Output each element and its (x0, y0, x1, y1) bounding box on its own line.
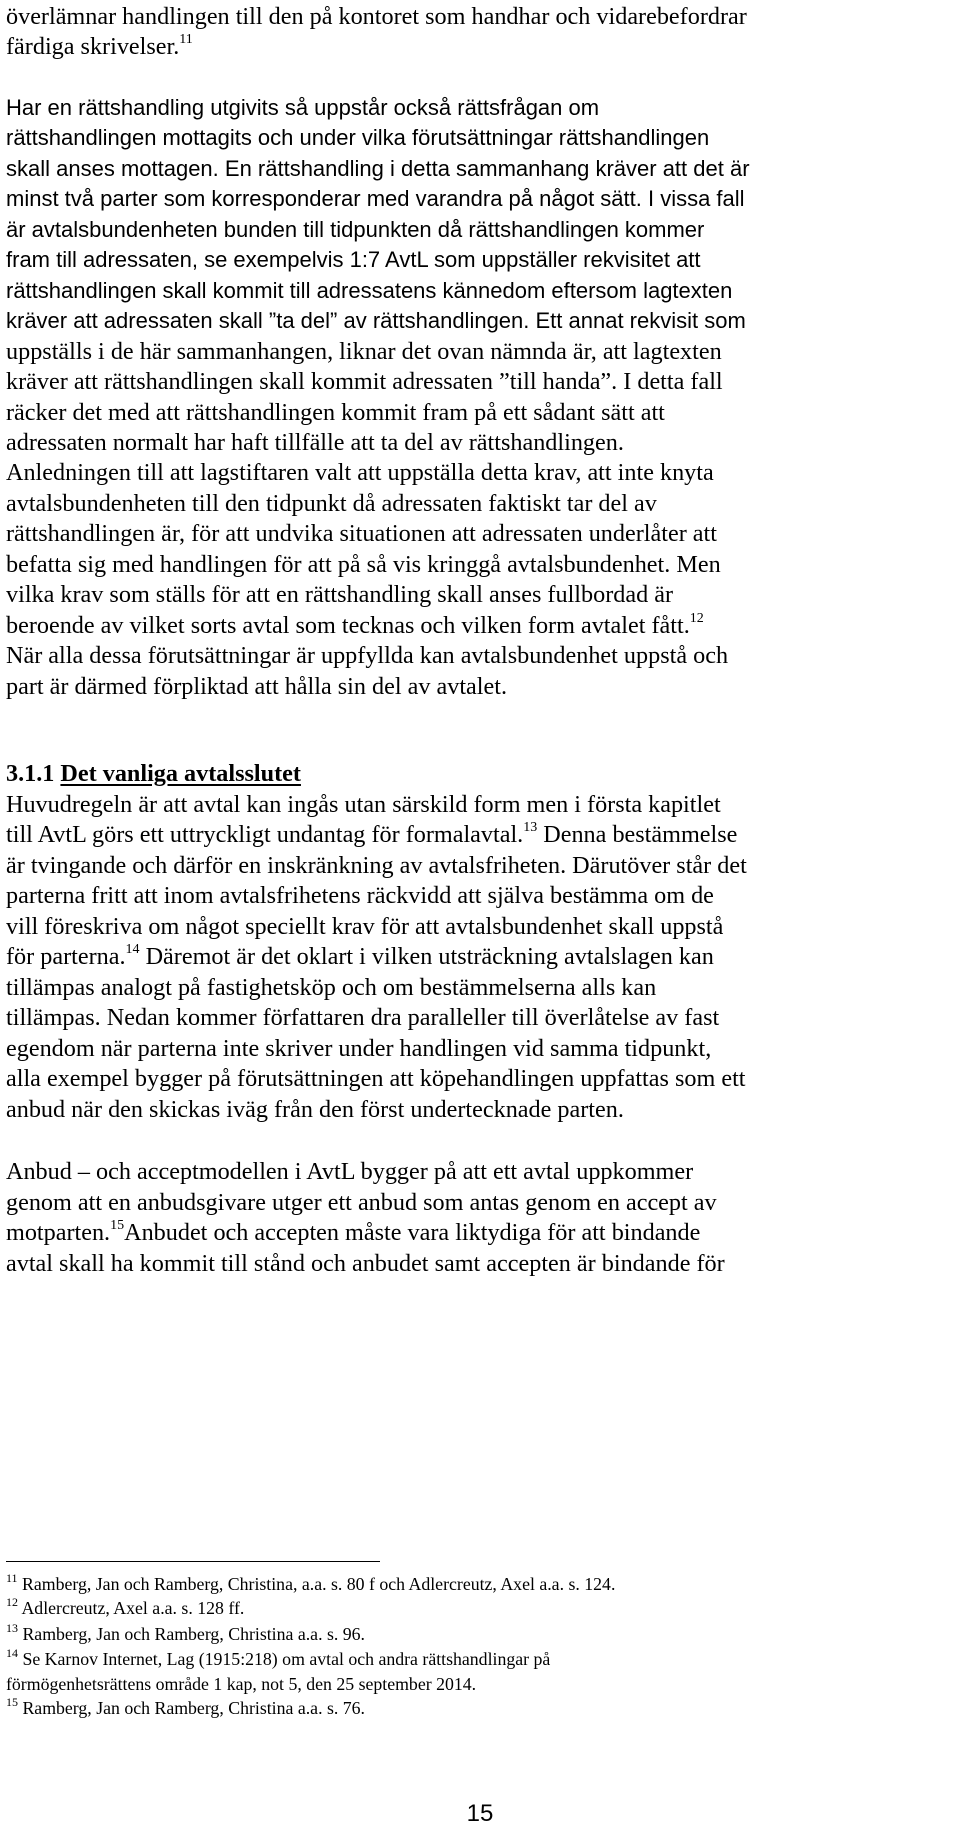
text-run: rättshandlingen är, för att undvika situationen att adressaten underlåter att (6, 520, 717, 547)
text-line (6, 398, 665, 428)
text-line (6, 820, 737, 850)
text-line (6, 428, 624, 458)
text-run: egendom när parterna inte skriver under handlingen vid samma tidpunkt, (6, 1035, 712, 1062)
text-run: vill föreskriva om något speciellt krav för att avtalsbundenhet skall uppstå (6, 913, 724, 940)
text-line (6, 672, 507, 702)
footnote (6, 1573, 615, 1595)
footnote (6, 1697, 365, 1719)
text-run: till AvtL görs ett uttryckligt undantag för formalavtal. (6, 821, 524, 848)
text-run: skall anses mottagen. En rättshandling i detta sammanhang kräver att det är (6, 156, 750, 181)
footnote-reference: 12 (689, 610, 704, 626)
text-run: kräver att adressaten skall ”ta del” av rättshandlingen. Ett annat rekvisit som (6, 308, 746, 333)
text-run: part är därmed förpliktad att hålla sin del av avtalet. (6, 673, 508, 700)
text-run: Denna bestämmelse (537, 821, 738, 848)
text-line (6, 580, 673, 610)
text-line (6, 973, 656, 1003)
text-run: överlämnar handlingen till den på kontoret som handhar och vidarebefordrar (6, 3, 747, 30)
text-run: Däremot är det oklart i vilken utsträckning avtalslagen kan (139, 943, 714, 970)
text-run: Anbudet och accepten måste vara liktydiga för att bindande (124, 1219, 701, 1246)
text-run: kräver att rättshandlingen skall kommit adressaten ”till handa”. I detta fall (6, 368, 723, 395)
footnote-reference: 14 (6, 1646, 18, 1661)
text-run: Ramberg, Jan och Ramberg, Christina, a.a. s. 80 f och Adlercreutz, Axel a.a. s. 124. (17, 1574, 616, 1594)
text-line (6, 641, 728, 671)
text-run: räcker det med att rättshandlingen kommit fram på ett sådant sätt att (6, 399, 665, 426)
footnote-reference: 15 (6, 1695, 18, 1710)
text-run: Se Karnov Internet, Lag (1915:218) om avtal och andra rättshandlingar på (18, 1649, 551, 1669)
text-line (6, 912, 723, 942)
text-run: beroende av vilket sorts avtal som tecknas och vilken form avtalet fått. (6, 612, 690, 639)
text-run: förmögenhetsrättens område 1 kap, not 5, den 25 september 2014. (6, 1674, 477, 1694)
text-line (6, 881, 714, 911)
footnote (6, 1648, 550, 1670)
footnote-reference: 13 (523, 819, 538, 835)
text-run: färdiga skrivelser. (6, 33, 180, 60)
text-run: rättshandlingen skall kommit till adressatens kännedom eftersom lagtexten (6, 278, 733, 303)
text-run: 3.1.1 (6, 760, 61, 787)
text-run: Ramberg, Jan och Ramberg, Christina a.a. s. 96. (18, 1624, 366, 1644)
text-line (6, 1003, 719, 1033)
footnote-reference: 15 (110, 1217, 125, 1233)
text-line (6, 1034, 711, 1064)
text-run: parterna fritt att inom avtalsfrihetens räckvidd att själva bestämma om de (6, 882, 714, 909)
section-heading-title: Det vanliga avtalsslutet (60, 760, 301, 787)
text-line (6, 519, 717, 549)
text-line (6, 1188, 717, 1218)
text-run: vilka krav som ställs för att en rättshandling skall anses fullbordad är (6, 581, 674, 608)
text-line (6, 123, 709, 153)
text-run: uppställs i de här sammanhangen, liknar det ovan nämnda är, att lagtexten (6, 338, 722, 365)
text-line (6, 1064, 746, 1094)
text-run: avtalsbundenheten till den tidpunkt då adressaten faktiskt tar del av (6, 490, 657, 517)
text-line (6, 32, 193, 62)
footnote-reference: 13 (6, 1621, 18, 1636)
footnote-separator (6, 1561, 380, 1562)
text-line (6, 93, 599, 123)
text-run: fram till adressaten, se exempelvis 1:7 AvtL som uppställer rekvisitet att (6, 247, 701, 272)
text-line (6, 1095, 624, 1125)
text-run: alla exempel bygger på förutsättningen att köpehandlingen uppfattas som ett (6, 1065, 746, 1092)
footnote-reference: 11 (6, 1571, 18, 1586)
text-run: Har en rättshandling utgivits så uppstår också rättsfrågan om (6, 95, 600, 120)
text-line (6, 306, 746, 336)
text-line (6, 337, 722, 367)
text-line (6, 154, 750, 184)
text-line (6, 611, 704, 641)
footnote-reference: 12 (6, 1595, 18, 1610)
footnote-reference: 11 (179, 31, 193, 47)
text-line (6, 276, 732, 306)
footnote-reference: 14 (125, 941, 140, 957)
text-line (6, 1249, 725, 1279)
text-run: Anbud – och acceptmodellen i AvtL bygger på att ett avtal uppkommer (6, 1158, 694, 1185)
text-run: är tvingande och därför en inskränkning av avtalsfriheten. Därutöver står det (6, 852, 747, 879)
page-number: 15 (466, 1800, 494, 1827)
text-run: befatta sig med handlingen för att på så vis kringgå avtalsbundenhet. Men (6, 551, 721, 578)
footnote (6, 1673, 476, 1695)
text-run: motparten. (6, 1219, 111, 1246)
text-run: avtal skall ha kommit till stånd och anbudet samt accepten är bindande för (6, 1250, 725, 1277)
text-run: När alla dessa förutsättningar är uppfyllda kan avtalsbundenhet uppstå och (6, 642, 729, 669)
text-line (6, 2, 747, 32)
text-run: Adlercreutz, Axel a.a. s. 128 ff. (18, 1598, 245, 1618)
text-line (6, 215, 704, 245)
text-line (6, 184, 745, 214)
text-run: tillämpas. Nedan kommer författaren dra paralleller till överlåtelse av fast (6, 1004, 720, 1031)
text-run: anbud när den skickas iväg från den först undertecknade parten. (6, 1096, 624, 1123)
text-run: adressaten normalt har haft tillfälle att ta del av rättshandlingen. (6, 429, 624, 456)
text-line (6, 458, 714, 488)
text-run: genom att en anbudsgivare utger ett anbud som antas genom en accept av (6, 1189, 717, 1216)
text-run: minst två parter som korresponderar med varandra på något sätt. I vissa fall (6, 186, 745, 211)
text-line (6, 245, 701, 275)
text-line (6, 367, 723, 397)
text-run: för parterna. (6, 943, 126, 970)
text-line (6, 489, 657, 519)
text-line (6, 942, 714, 972)
text-line (6, 851, 747, 881)
text-line (6, 1218, 700, 1248)
text-line (6, 790, 721, 820)
section-heading (6, 759, 301, 789)
text-run: Ramberg, Jan och Ramberg, Christina a.a. s. 76. (18, 1698, 366, 1718)
text-run: är avtalsbundenheten bunden till tidpunkten då rättshandlingen kommer (6, 217, 705, 242)
footnote (6, 1597, 244, 1619)
text-line (6, 550, 721, 580)
text-run: Huvudregeln är att avtal kan ingås utan särskild form men i första kapitlet (6, 791, 721, 818)
text-line (6, 1157, 693, 1187)
text-run: tillämpas analogt på fastighetsköp och om bestämmelserna alls kan (6, 974, 657, 1001)
text-run: rättshandlingen mottagits och under vilka förutsättningar rättshandlingen (6, 125, 710, 150)
text-run: Anledningen till att lagstiftaren valt att uppställa detta krav, att inte knyta (6, 459, 714, 486)
footnote (6, 1623, 365, 1645)
